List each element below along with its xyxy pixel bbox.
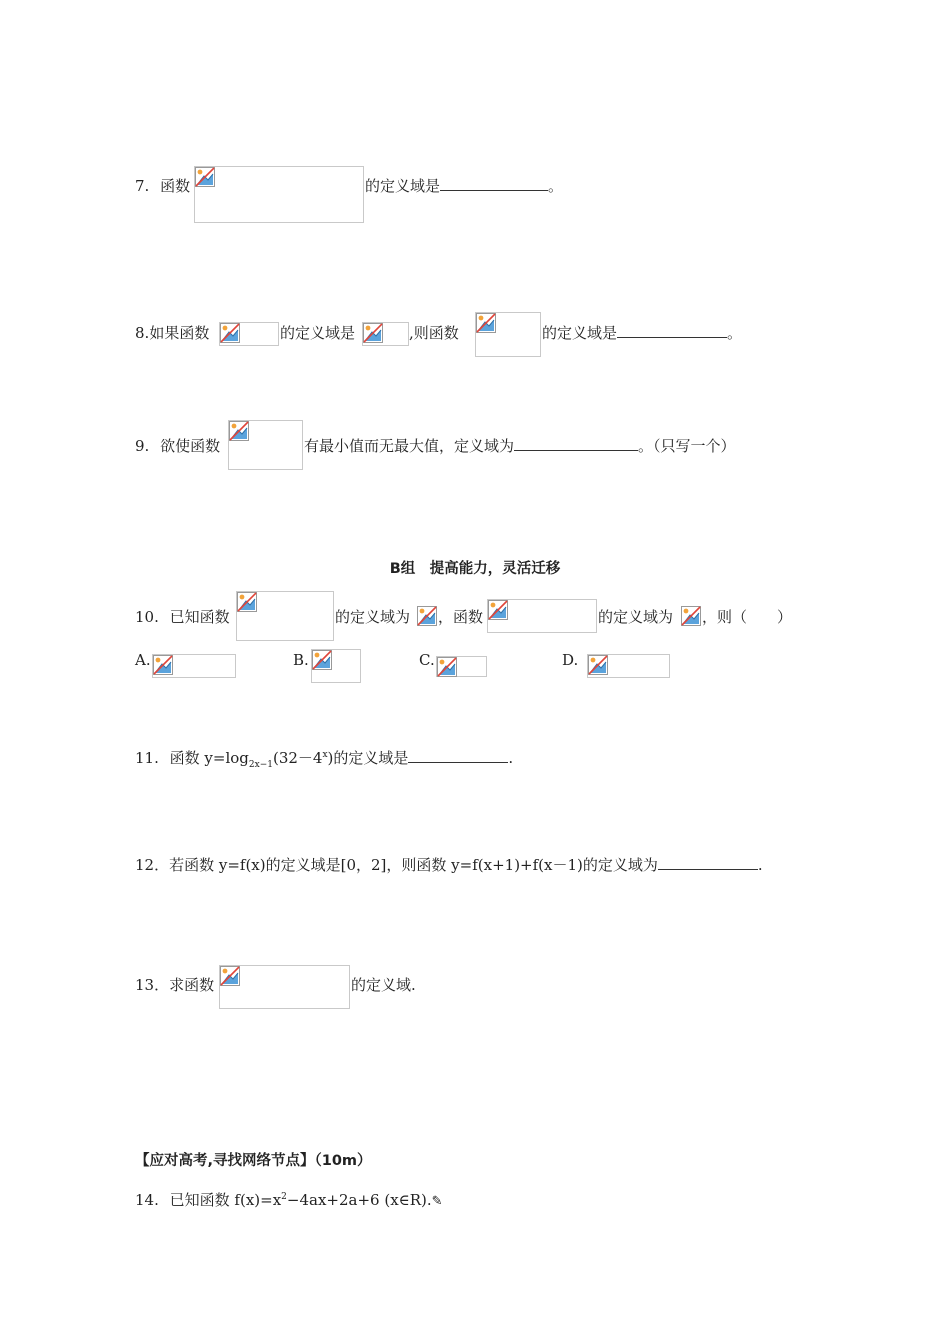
formula-image-q10-a [236,591,334,641]
formula-image-q10-c [487,599,597,633]
answer-blank-q8[interactable] [617,323,727,338]
broken-image-icon [437,657,457,677]
q10-mid2: ，函数 [438,608,484,626]
formula-image-q10-b [417,606,437,626]
answer-blank-q11[interactable] [408,748,508,763]
question-12: 12．若函数 y=f(x)的定义域是[0，2]，则函数 y=f(x+1)+f(x－1)的定义域为 . [135,856,763,874]
q10-number: 10. [135,608,159,626]
question-7 [135,176,190,196]
q13-post: 的定义域. [351,976,416,994]
q7-text-pre: 函数 [160,177,191,195]
formula-image-q8-c [475,312,541,357]
question-9: 9. 欲使函数 [135,437,221,455]
broken-image-icon [681,606,701,626]
q10-mid1: 的定义域为 [335,608,411,626]
q8-mid2: ,则函数 [409,324,459,342]
formula-image-q9 [228,420,303,470]
q8-mid1: 的定义域是 [280,324,356,342]
broken-image-icon [153,655,173,675]
option-b-image [311,649,361,683]
pencil-icon: ✎ [431,1194,443,1209]
option-d-image [587,654,670,678]
question-11: 11. 函数 $y=\log_{2x-1}(32-4^x)$的定义域是 . [135,749,514,770]
formula-image-q8-b [362,322,409,346]
q8-number: 8. [135,324,150,342]
broken-image-icon [476,313,496,333]
broken-image-icon [220,323,240,343]
q8-tail: 的定义域是 。 [542,324,743,342]
section-c-heading: 【应对高考,寻找网络节点】（10m） [135,1153,372,1169]
question-13: 13．求函数 [135,976,215,994]
formula-image-q13 [219,965,350,1009]
broken-image-icon [312,650,332,670]
formula-image-q7 [194,166,364,223]
q7-number: 7. [135,177,150,195]
broken-image-icon [363,323,383,343]
q9-number: 9. [135,437,150,455]
q9-tail: 有最小值而无最大值，定义域为 。（只写一个） [304,437,736,455]
question-14: 14. 已知函数 $f(x)=x^2-4ax+2a+6$ (x∈R).✎ [135,1191,443,1209]
option-a-label[interactable]: A. [135,651,151,669]
section-b-heading: B组 提高能力，灵活迁移 [389,561,561,577]
option-a-image [152,654,236,678]
broken-image-icon [588,655,608,675]
broken-image-icon [229,421,249,441]
answer-blank-q7[interactable] [440,176,548,191]
option-b-label[interactable]: B. [293,651,309,669]
q14-number: 14. [135,1191,159,1209]
q13-number: 13． [135,976,170,994]
formula-image-q8-a [219,322,279,346]
question-8: 8.如果函数 [135,324,210,342]
option-d-label[interactable]: D. [562,651,579,669]
option-c-image [436,656,487,677]
q7-tail: 的定义域是 。 [365,177,564,195]
question-10: 10. 已知函数 [135,608,230,626]
broken-image-icon [195,167,215,187]
broken-image-icon [237,592,257,612]
q12-number: 12． [135,856,170,874]
formula-image-q10-d [681,606,701,626]
answer-blank-q9[interactable] [514,436,638,451]
q10-end: ，则（ ） [702,608,793,626]
answer-blank-q12[interactable] [658,855,758,870]
broken-image-icon [488,600,508,620]
option-c-label[interactable]: C. [419,651,435,669]
q11-number: 11. [135,749,159,767]
q10-post: 的定义域为 [598,608,674,626]
broken-image-icon [220,966,240,986]
broken-image-icon [417,606,437,626]
